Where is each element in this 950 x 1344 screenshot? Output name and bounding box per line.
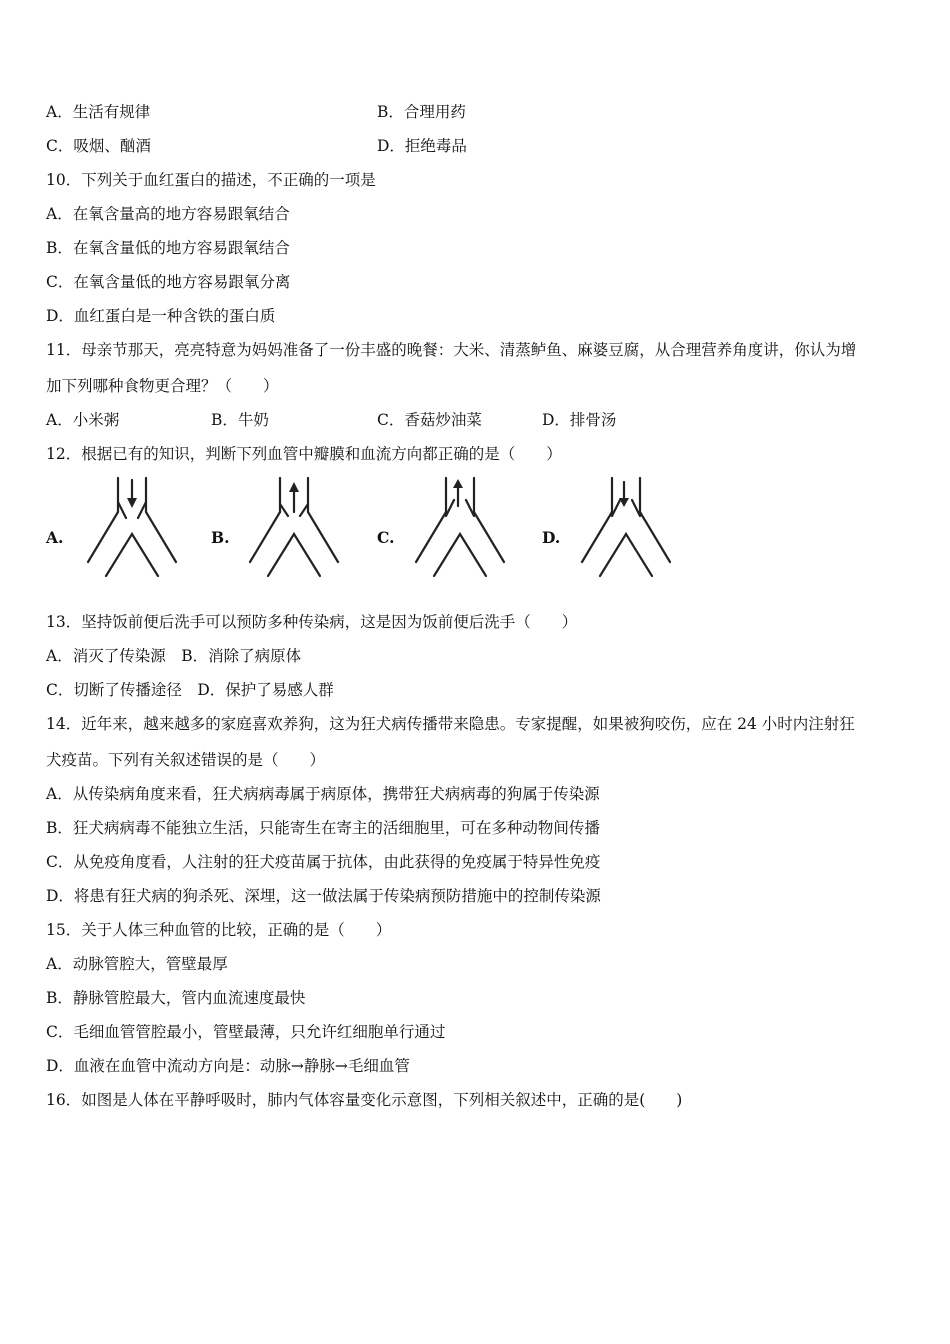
q14-option-a: A．从传染病角度来看，狂犬病病毒属于病原体，携带狂犬病病毒的狗属于传染源 [46,785,600,803]
q11-option-d: D．排骨汤 [542,411,617,429]
q9-option-c: C．吸烟、酗酒 [46,137,151,155]
q15-stem: 15．关于人体三种血管的比较，正确的是（ ） [46,921,392,939]
q10-option-d: D．血红蛋白是一种含铁的蛋白质 [46,307,276,325]
q14-option-c: C．从免疫角度看，人注射的狂犬疫苗属于抗体，由此获得的免疫属于特异性免疫 [46,853,601,871]
q10-option-a: A．在氧含量高的地方容易跟氧结合 [46,205,290,223]
q12-label-b: B. [211,528,230,547]
q10-option-b: B．在氧含量低的地方容易跟氧结合 [46,239,290,257]
q11-stem-line1: 11．母亲节那天，亮亮特意为妈妈准备了一份丰盛的晚餐：大米、清蒸鲈鱼、麻婆豆腐，从合理营养角度讲，你认为增 [46,341,857,359]
q15-option-d: D．血液在血管中流动方向是：动脉→静脉→毛细血管 [46,1057,410,1075]
q11-stem-line2: 加下列哪种食物更合理？（ ） [46,377,279,395]
q12-vessel-diagram-a [84,476,180,578]
q12-stem: 12．根据已有的知识，判断下列血管中瓣膜和血流方向都正确的是（ ） [46,445,562,463]
q9-option-d: D．拒绝毒品 [377,137,467,155]
q14-option-d: D．将患有狂犬病的狗杀死、深埋，这一做法属于传染病预防措施中的控制传染源 [46,887,601,905]
q12-label-c: C. [377,528,395,547]
q10-option-c: C．在氧含量低的地方容易跟氧分离 [46,273,291,291]
q13-options-cd: C．切断了传播途径 D．保护了易感人群 [46,681,334,699]
q11-option-a: A．小米粥 [46,411,120,429]
q15-option-b: B．静脉管腔最大，管内血流速度最快 [46,989,306,1007]
q9-option-a: A．生活有规律 [46,103,151,121]
q13-stem: 13．坚持饭前便后洗手可以预防多种传染病，这是因为饭前便后洗手（ ） [46,613,578,631]
q16-stem: 16．如图是人体在平静呼吸时，肺内气体容量变化示意图，下列相关叙述中，正确的是( ) [46,1091,683,1109]
q9-option-b: B．合理用药 [377,103,466,121]
q12-vessel-diagram-b [246,476,342,578]
q12-label-d: D. [542,528,561,547]
q10-stem: 10．下列关于血红蛋白的描述，不正确的一项是 [46,171,376,189]
q12-label-a: A. [46,528,64,547]
q12-vessel-diagram-d [578,476,674,578]
q14-option-b: B．狂犬病病毒不能独立生活，只能寄生在寄主的活细胞里，可在多种动物间传播 [46,819,600,837]
q14-stem-line1: 14．近年来，越来越多的家庭喜欢养狗，这为狂犬病传播带来隐患。专家提醒，如果被狗咬伤，应在 24 小时内注射狂 [46,715,855,733]
q12-vessel-diagram-c [412,476,508,578]
q15-option-a: A．动脉管腔大，管壁最厚 [46,955,228,973]
q11-option-c: C．香菇炒油菜 [377,411,482,429]
q11-option-b: B．牛奶 [211,411,269,429]
q14-stem-line2: 犬疫苗。下列有关叙述错误的是（ ） [46,751,326,769]
q13-options-ab: A．消灭了传染源 B．消除了病原体 [46,647,302,665]
q15-option-c: C．毛细血管管腔最小，管壁最薄，只允许红细胞单行通过 [46,1023,446,1041]
